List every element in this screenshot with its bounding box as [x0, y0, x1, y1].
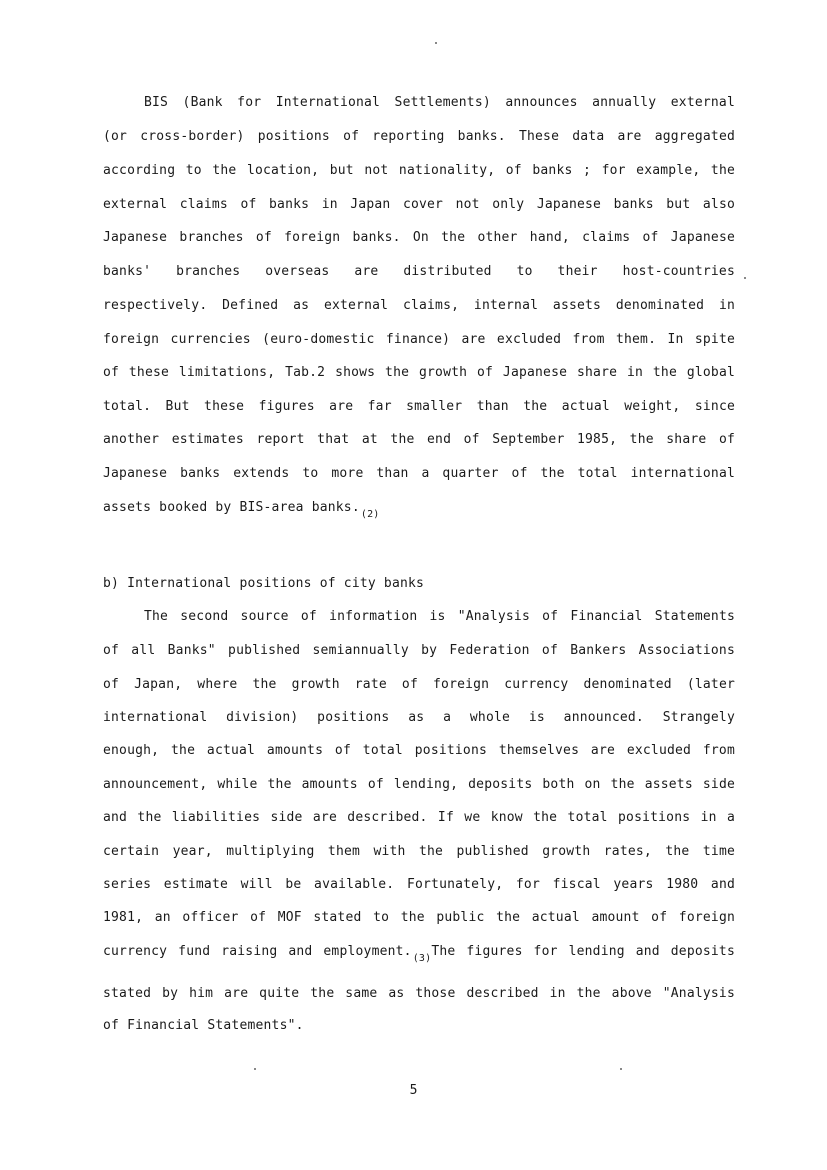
page-number: 5: [409, 1083, 418, 1098]
paragraph-line: stated by him are quite the same as those described in the above "Analysis: [103, 986, 735, 1001]
paragraph-line: certain year, multiplying them with the published growth rates, the time: [103, 844, 735, 859]
paragraph-line: foreign currencies (euro-domestic finance) are excluded from them. In spite: [103, 332, 735, 347]
paragraph-line: Japanese banks extends to more than a quarter of the total international: [103, 466, 735, 481]
section-heading: b) International positions of city banks: [103, 576, 425, 591]
paragraph-line: Japanese branches of foreign banks. On the other hand, claims of Japanese: [103, 230, 735, 245]
scan-speck: [435, 42, 437, 44]
paragraph-line: announcement, while the amounts of lending, deposits both on the assets side: [103, 777, 735, 792]
scan-speck: [620, 1068, 622, 1070]
paragraph-line: The second source of information is "Analysis of Financial Statements: [144, 609, 735, 624]
paragraph-line-with-reference: [103, 944, 735, 967]
paragraph-line: according to the location, but not nationality, of banks ; for example, the: [103, 163, 735, 178]
paragraph-line: (or cross-border) positions of reporting banks. These data are aggregated: [103, 129, 735, 144]
paragraph-line: of all Banks" published semiannually by Federation of Bankers Associations: [103, 643, 735, 658]
paragraph-last-line: [103, 500, 735, 523]
paragraph-text: currency fund raising and employment.: [103, 944, 412, 959]
paragraph-text: assets booked by BIS-area banks.: [103, 500, 360, 515]
paragraph-line: series estimate will be available. Fortunately, for fiscal years 1980 and: [103, 877, 735, 892]
paragraph-line: international division) positions as a whole is announced. Strangely: [103, 710, 735, 725]
paragraph-line: another estimates report that at the end of September 1985, the share of: [103, 432, 735, 447]
scan-speck: [254, 1068, 256, 1070]
scan-speck: [744, 277, 746, 279]
paragraph-line: 1981, an officer of MOF stated to the public the actual amount of foreign: [103, 910, 735, 925]
paragraph-line: enough, the actual amounts of total positions themselves are excluded from: [103, 743, 735, 758]
paragraph-last-line: of Financial Statements".: [103, 1018, 304, 1033]
paragraph-line: of these limitations, Tab.2 shows the growth of Japanese share in the global: [103, 365, 735, 380]
paragraph-line: external claims of banks in Japan cover not only Japanese banks but also: [103, 197, 735, 212]
paragraph-text: The figures for lending and deposits: [431, 944, 735, 959]
paragraph-line: total. But these figures are far smaller than the actual weight, since: [103, 399, 735, 414]
paragraph-line: of Japan, where the growth rate of foreign currency denominated (later: [103, 677, 735, 692]
paragraph-line: BIS (Bank for International Settlements) announces annually external: [144, 95, 735, 110]
footnote-reference: (2): [360, 509, 380, 520]
paragraph-line: banks' branches overseas are distributed to their host-countries: [103, 264, 735, 279]
paragraph-line: respectively. Defined as external claims, internal assets denominated in: [103, 298, 735, 313]
footnote-reference: (3): [412, 953, 432, 964]
paragraph-line: and the liabilities side are described. If we know the total positions in a: [103, 810, 735, 825]
